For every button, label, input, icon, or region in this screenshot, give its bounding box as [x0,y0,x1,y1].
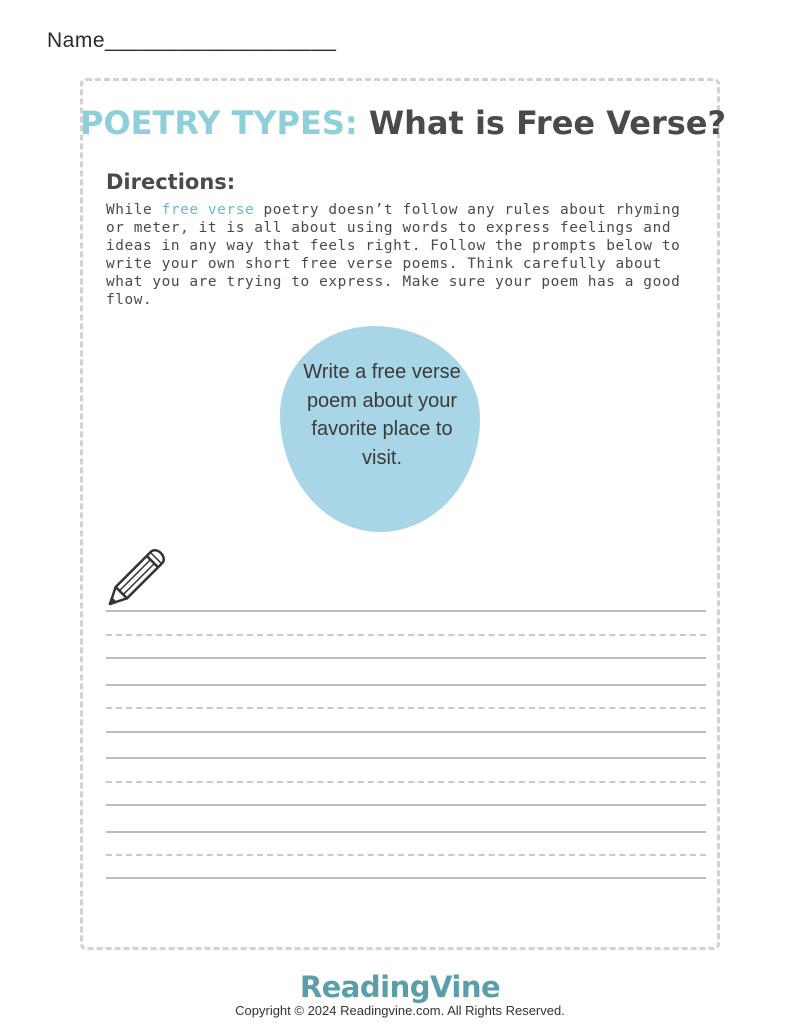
writing-line-solid [106,804,706,806]
directions-text [106,201,696,309]
writing-line-solid [106,831,706,833]
directions-text-before: While [106,202,162,218]
writing-line-solid [106,684,706,686]
brand-logo: ReadingVine [299,970,501,1004]
name-label: Name [47,29,106,52]
name-blank[interactable]: ___________________ [105,29,337,52]
writing-line-dashed [106,707,706,709]
copyright-text: Copyright © 2024 Readingvine.com. All Rights Reserved. [235,1003,565,1018]
directions-heading: Directions: [106,170,236,194]
writing-line-solid [106,610,706,612]
writing-line-dashed [106,781,706,783]
page-title [80,104,727,142]
title-highlight: POETRY TYPES: [80,104,358,142]
directions-text-after: poetry doesn’t follow any rules about rhyming or meter, it is all about using words to express feelings and ideas in any way that feels right. Follow the prompts below to write your own short free verse poems. Think carefully about what you are trying to express. Make sure your poem has a good flow. [106,202,681,308]
writing-line-solid [106,657,706,659]
title-main: What is Free Verse? [368,104,727,142]
free-verse-term: free verse [161,202,255,218]
prompt-text: Write a free verse poem about your favorite place to visit. [303,361,461,469]
writing-line-dashed [106,854,706,856]
pencil-icon [100,538,178,612]
writing-line-dashed [106,634,706,636]
writing-line-solid [106,731,706,733]
name-field[interactable] [47,29,336,53]
writing-line-solid [106,757,706,759]
writing-line-solid [106,877,706,879]
